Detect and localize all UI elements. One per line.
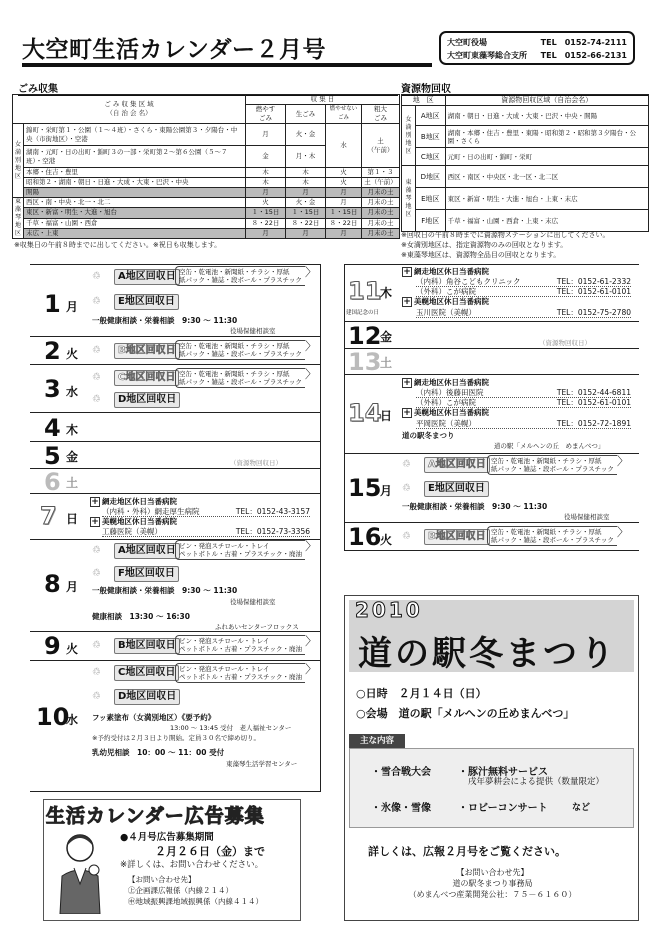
recycle-note: ※女満別地区は、指定資源物のみの回収となります。	[401, 241, 568, 249]
table-row: 東藻琴地区 D地区 西区・南区・中央区・北一区・北二区	[402, 166, 649, 188]
table-row: 千草・福富・山園・西倉 ８・22日 ８・22日 ８・22日 月末の土	[13, 218, 400, 228]
recycle-icon: ♲	[92, 568, 101, 579]
ad-contact: ㊤企画課広報係（内線２１４）	[128, 886, 233, 895]
day-2-row: 2 火 ♲ B地区回収日 空缶・乾電池・新聞紙・チラシ・厚紙 紙パック・雑誌・段ボール・プラスチック 〉	[30, 337, 320, 365]
recycle-icon: ♲	[92, 345, 101, 356]
day-6-row: 6 土	[30, 469, 320, 494]
a-pickup-label: ♲ A地区回収日	[92, 268, 180, 286]
hospital-cross-icon: +	[403, 408, 411, 418]
recycle-icon: ♲	[402, 459, 411, 470]
table-row: 開陽 月 月 月 月末の土	[13, 188, 400, 198]
day-11-row: 11 木 建国記念の日 + 網走地区休日当番病院 （内科）角谷こどもクリニック TEL：0152-61-2332 （外科）こが病院 TEL：0152-61-0101 + 美幌地区休日当番病院 玉川医院（美幌） TEL：0152-75-2780	[344, 264, 639, 322]
ad-more: ※詳しくは、お問い合わせください。	[120, 860, 264, 870]
festival-venue: ○会場 道の駅「メルヘンの丘めまんべつ」	[356, 707, 575, 720]
content-item-note: など	[572, 803, 591, 813]
day-7-row: 7 日 + 網走地区休日当番病院 （内科・外科）網走厚生病院 TEL：0152-43-3157 + 美幌地区休日当番病院 工藤医院（美幌） TEL：0152-73-3356	[30, 494, 320, 540]
group-label: 東藻琴地区	[13, 198, 24, 239]
day-4-row: 4 木	[30, 413, 320, 442]
garbage-table	[12, 94, 400, 239]
day-1-row: 1 月 ♲ A地区回収日 空缶・乾電池・新聞紙・チラシ・厚紙 紙パック・雑誌・段ボール・プラスチック 〉 ♲ E地区回収日 一般健康相談・栄養相談 9:30 ～ 11:30 役場保健相談室	[30, 264, 320, 337]
garbage-note: ※収集日の午前８時までに出してください。※祝日も収集します。	[14, 241, 222, 249]
table-row: 末広・上東 月 月 月 月末の土	[13, 228, 400, 238]
recycle-note: ※東藻琴地区は、資源物全品目の回収となります。	[401, 251, 561, 259]
ad-period-label: ●４月号広告募集期間	[120, 832, 214, 843]
table-row: F地区 千草・福富・山園・西倉・上東・末広	[402, 210, 649, 232]
content-item: ・ロビーコンサート	[458, 803, 548, 814]
ad-contact: ㊥地域振興課地域振興係（内線４１４）	[128, 897, 263, 906]
contact-name: 大空町役場	[447, 38, 487, 47]
day-14-row: 14 日 + 網走地区休日当番病院 （内科）後藤田医院 TEL：0152-44-6811 （外科）こが病院 TEL：0152-61-0101 + 美幌地区休日当番病院 平岡医院（美幌） TEL：0152-72-1891 道の駅冬まつり 道の駅「メルヘンの丘 めまんべつ」	[344, 375, 639, 454]
hospital-cross-icon: +	[91, 517, 99, 527]
recycle-icon: ♲	[92, 691, 101, 702]
content-item: ・氷像・雪像	[371, 803, 431, 814]
table-row: 東藻琴地区 西区・南・中央・北一・北二 火 火・金 月 月末の土	[13, 198, 400, 208]
recycle-note: ※回収日の午前８時までに資源物ステーションに出してください。	[401, 231, 610, 239]
hospital-cross-icon: +	[403, 378, 411, 388]
contact-tel: TEL 0152-74-2111	[540, 38, 627, 47]
table-row: E地区 東区・新富・明生・大進・旭台・上東・末広	[402, 188, 649, 210]
col-header: 燃やせない ごみ	[326, 105, 362, 124]
table-row: 東区・新富・明生・大進・旭台 １・15日 １・15日 １・15日 月末の土	[13, 208, 400, 218]
hospital-cross-icon: +	[403, 267, 411, 277]
recycle-icon: ♲	[92, 667, 101, 678]
festival-title: 道の駅冬まつり	[358, 634, 617, 674]
recycle-icon: ♲	[402, 531, 411, 542]
col-header: 生ごみ	[286, 105, 326, 124]
recycle-section-title: 資源物回収	[401, 80, 649, 96]
content-badge: 主な内容	[349, 734, 405, 748]
day-10-row: 10 水 ♲ C地区回収日 ビン・発泡スチロール・トレイ ペットボトル・古着・プラスチック・廃油 〉 ♲ D地区回収日 フッ素塗布（女満別地区）《要予約》 13:00 ～ 13:45 受付 老人福祉センター ※予約受付は２月３日より開始。定員３０名で締め切り。 乳幼児相談 10：00 ～ 11：00 受付 東藻琴生活学習センター	[30, 661, 320, 792]
recycle-icon: ♲	[92, 271, 101, 282]
ad-contact-label: 【お問い合わせ先】	[128, 875, 196, 884]
group-label: 女満別地区	[13, 124, 24, 198]
day-9-row: 9 火 ♲ B地区回収日 ビン・発泡スチロール・トレイ ペットボトル・古着・プラスチック・廃油 〉	[30, 632, 320, 661]
page-title: 大空町生活カレンダー２月号	[22, 33, 432, 67]
festival-year: 2010	[355, 598, 423, 622]
col-header: 燃やす ごみ	[246, 105, 286, 124]
garbage-day-header: 収 集 日	[246, 95, 400, 105]
table-row: 女満別地区 A地区 湖南・朝日・日進・大成・大東・巴沢・中央・開陽	[402, 106, 649, 126]
recycle-icon: ♲	[92, 372, 101, 383]
table-row: B地区 湖南・本郷・住吉・豊里・東陽・昭和第２・昭和第３夕陽台・公園・さくら	[402, 126, 649, 148]
table-row: 昭和第２・湖南・朝日・日進・大成・大東・巴沢・中央 木 木 火 土（午前）	[13, 178, 400, 188]
e-pickup-label: ♲ E地区回収日	[92, 293, 179, 311]
content-item-note: 戌年夢耕会による提供（数量限定）	[468, 777, 605, 787]
garbage-area-header: ご み 収 集 区 域 （自 治 会 名）	[13, 95, 246, 124]
recycle-icon: ♲	[92, 545, 101, 556]
recycle-icon: ♲	[92, 296, 101, 307]
col-header: 粗大 ごみ	[362, 105, 400, 124]
table-row: C地区 元町・日の出町・錦町・栄町	[402, 148, 649, 166]
table-row: 湖南・元町・日の出町・錦町３の一部・栄町第２～第６公園（５～７班）・空港 金 月・木	[13, 146, 400, 168]
content-item: ・豚汁無料サービス	[458, 767, 548, 778]
day-8-row: 8 月 ♲ A地区回収日 ビン・発泡スチロール・トレイ ペットボトル・古着・プラスチック・廃油 〉 ♲ F地区回収日 一般健康相談・栄養相談 9:30 ～ 11:30 役場保健相談室 健康相談 13:30 ～ 16:30 ふれあいセンターフロックス	[30, 540, 320, 632]
recycle-table: 地 区 資源物回収区域（自治会名） 女満別地区 A地区 湖南・朝日・日進・大成・大東・巴沢・中央・開陽 B地区 湖南・本郷・住吉・豊里・東陽・昭和第２・昭和第３夕陽台・公園・さくら C地区 元町・日の出町・錦町・栄町 東藻琴地区 D地区 西区・南区・中央区・北一区・北二区 E地区 東区・新富・明生・大進・旭台・上東・末広 F地区 千草・福富・山園・西倉・上東・末広	[401, 94, 649, 232]
hospital-cross-icon: +	[403, 297, 411, 307]
content-box	[349, 748, 634, 828]
table-row: 女満別地区 錦町・栄町第１・公園（１～４班）・さくら・東陽公園第３・夕陽台・中央（市街地区）・空港 月 火・金 水 土 （午前）	[13, 124, 400, 146]
content-item: ・雪合戦大会	[371, 767, 431, 778]
ad-title: 生活カレンダー広告募集	[46, 805, 265, 827]
festival-date: ○日時 ２月１４日（日）	[356, 687, 487, 700]
day-16-row: 16 火 ♲ B地区回収日 空缶・乾電池・新聞紙・チラシ・厚紙 紙パック・雑誌・段ボール・プラスチック 〉	[344, 523, 639, 551]
recycle-icon: ♲	[402, 483, 411, 494]
person-illustration	[52, 828, 108, 914]
festival-inquiry: 【お問い合わせ先】 道の駅冬まつり事務局 （めまんべつ産業開発公社：７５－６１６０）	[408, 868, 577, 899]
garbage-section-title: ごみ収集	[18, 80, 398, 96]
contact-name: 大空町東藻琴総合支所	[447, 51, 527, 60]
recycle-icon: ♲	[92, 640, 101, 651]
contact-tel: TEL 0152-66-2131	[540, 51, 627, 60]
day-15-row: 15 月 ♲ A地区回収日 空缶・乾電池・新聞紙・チラシ・厚紙 紙パック・雑誌・段ボール・プラスチック 〉 ♲ E地区回収日 一般健康相談・栄養相談 9:30 ～ 11:30 役場保健相談室	[344, 454, 639, 523]
day-5-row: 5 金 （資源物回収日）	[30, 442, 320, 469]
festival-details: 詳しくは、広報２月号をご覧ください。	[368, 845, 566, 858]
hospital-cross-icon: +	[91, 497, 99, 507]
recycle-icon: ♲	[92, 394, 101, 405]
day-3-row: 3 水 ♲ C地区回収日 空缶・乾電池・新聞紙・チラシ・厚紙 紙パック・雑誌・段ボール・プラスチック 〉 ♲ D地区回収日	[30, 365, 320, 413]
contact-box	[439, 31, 635, 65]
day-13-row: 13 土	[344, 349, 639, 375]
ad-deadline: ２月２６日（金）まで	[155, 845, 265, 858]
day-12-row: 12 金 （資源物回収日）	[344, 322, 639, 349]
table-row: 本郷・住吉・豊里 木 木 火 第１・３	[13, 168, 400, 178]
